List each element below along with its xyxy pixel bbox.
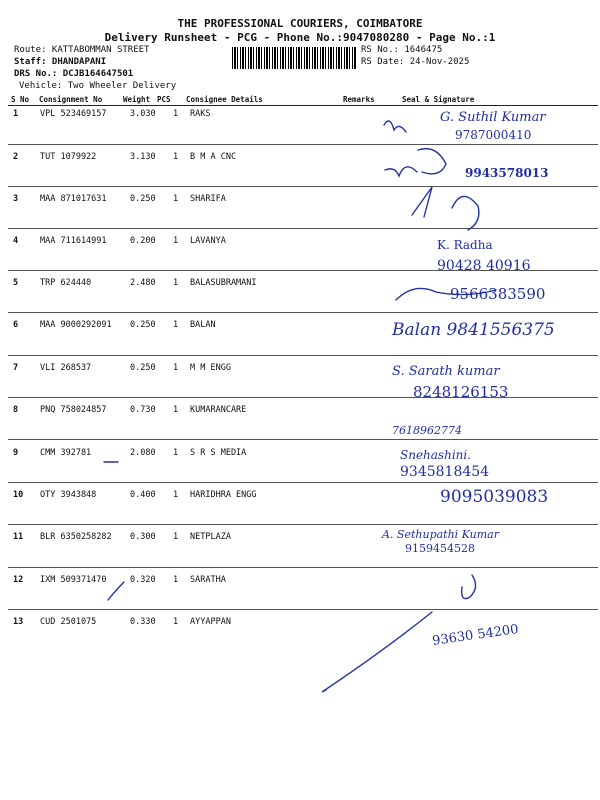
handwritten-signature-row1: G. Suthil Kumar [440,110,546,125]
handwritten-name-row11: A. Sethupathi Kumar [382,528,499,541]
col-pcs: PCS [157,95,171,104]
row-consignee: NETPLAZA [190,532,231,542]
row-weight: 0.300 [130,532,156,542]
handwritten-name-row4: K. Radha [437,238,493,252]
rs-number: RS No.: 1646475 [361,45,443,55]
row-sno: 2 [13,152,19,162]
handwritten-phone-row2: 9943578013 [465,166,549,180]
row-consignee: RAKS [190,109,211,119]
row-consignment: CUD 2501075 [40,617,97,627]
row-pcs: 1 [173,575,179,585]
handwritten-phone-row13: 93630 54200 [431,622,520,649]
row-pcs: 1 [173,278,179,288]
row-consignment: OTY 3943848 [40,490,97,500]
col-weight: Weight [123,95,151,104]
row-consignment: MAA 9000292091 [40,320,112,330]
row-sno: 6 [13,320,19,330]
row-weight: 0.400 [130,490,156,500]
row-weight: 0.330 [130,617,156,627]
row-sno: 5 [13,278,19,288]
row-consignment: BLR 6350258282 [40,532,112,542]
route-label: Route: KATTABOMMAN STREET [14,45,150,55]
handwritten-signature-row6: Balan 9841556375 [392,320,555,340]
row-pcs: 1 [173,152,179,162]
row-sno: 10 [13,490,24,500]
row-consignee: KUMARANCARE [190,405,247,415]
handwritten-phone-row7: 8248126153 [413,383,509,401]
row-weight: 0.320 [130,575,156,585]
staff-label: Staff: DHANDAPANI [14,57,107,67]
row-consignment: TUT 1079922 [40,152,97,162]
row-consignment: MAA 871017631 [40,194,107,204]
row-weight: 0.250 [130,320,156,330]
row-consignee: M M ENGG [190,363,231,373]
row-sno: 7 [13,363,19,373]
row-consignee: AYYAPPAN [190,617,231,627]
handwritten-name-row7: S. Sarath kumar [392,364,500,379]
row-consignee: BALAN [190,320,216,330]
handwritten-phone-row10: 9095039083 [440,487,549,507]
row-consignment: CMM 392781 [40,448,92,458]
row-consignment: TRP 624440 [40,278,92,288]
col-consignment: Consignment No [39,95,103,104]
drs-label: DRS No.: DCJB164647501 [14,69,134,79]
row-sno: 1 [13,109,19,119]
row-consignment: VLI 268537 [40,363,92,373]
row-pcs: 1 [173,532,179,542]
row-consignee: SHARIFA [190,194,226,204]
row-weight: 2.080 [130,448,156,458]
handwritten-phone-row8: 7618962774 [392,424,462,437]
row-pcs: 1 [173,405,179,415]
row-weight: 2.480 [130,278,156,288]
rs-date: RS Date: 24-Nov-2025 [361,57,470,67]
row-consignee: HARIDHRA ENGG [190,490,257,500]
handwritten-phone-row11: 9159454528 [405,542,475,555]
row-sno: 8 [13,405,19,415]
row-consignment: PNQ 758024857 [40,405,107,415]
row-pcs: 1 [173,236,179,246]
row-pcs: 1 [173,448,179,458]
handwritten-name-row9: Snehashini. [400,448,472,462]
row-pcs: 1 [173,363,179,373]
row-weight: 0.200 [130,236,156,246]
row-pcs: 1 [173,320,179,330]
vehicle-label: Vehicle: Two Wheeler Delivery [19,81,177,91]
row-sno: 13 [13,617,24,627]
row-weight: 3.130 [130,152,156,162]
row-pcs: 1 [173,617,179,627]
row-pcs: 1 [173,194,179,204]
row-consignment: MAA 711614991 [40,236,107,246]
col-sno: S No [11,95,30,104]
col-consignee: Consignee Details [186,95,263,104]
handwritten-phone-row9: 9345818454 [400,464,490,480]
col-seal-signature: Seal & Signature [402,95,475,104]
row-weight: 3.030 [130,109,156,119]
row-consignee: LAVANYA [190,236,226,246]
row-sno: 4 [13,236,19,246]
row-pcs: 1 [173,490,179,500]
row-sno: 3 [13,194,19,204]
handwritten-phone-row5: 9566383590 [450,285,546,303]
row-weight: 0.250 [130,363,156,373]
row-sno: 11 [13,532,24,542]
row-consignee: B M A CNC [190,152,237,162]
row-weight: 0.730 [130,405,156,415]
company-title: THE PROFESSIONAL COURIERS, COIMBATORE [177,17,423,30]
row-sno: 12 [13,575,24,585]
row-consignment: IXM 509371470 [40,575,107,585]
row-consignee: BALASUBRAMANI [190,278,257,288]
handwritten-phone-row4: 90428 40916 [437,258,531,274]
row-weight: 0.250 [130,194,156,204]
row-consignee: SARATHA [190,575,226,585]
runsheet-subtitle: Delivery Runsheet - PCG - Phone No.:9047080280 - Page No.:1 [104,31,496,44]
row-sno: 9 [13,448,19,458]
row-pcs: 1 [173,109,179,119]
col-remarks: Remarks [343,95,375,104]
handwritten-phone-row1: 9787000410 [455,128,532,142]
row-consignment: VPL 523469157 [40,109,107,119]
row-consignee: S R S MEDIA [190,448,247,458]
